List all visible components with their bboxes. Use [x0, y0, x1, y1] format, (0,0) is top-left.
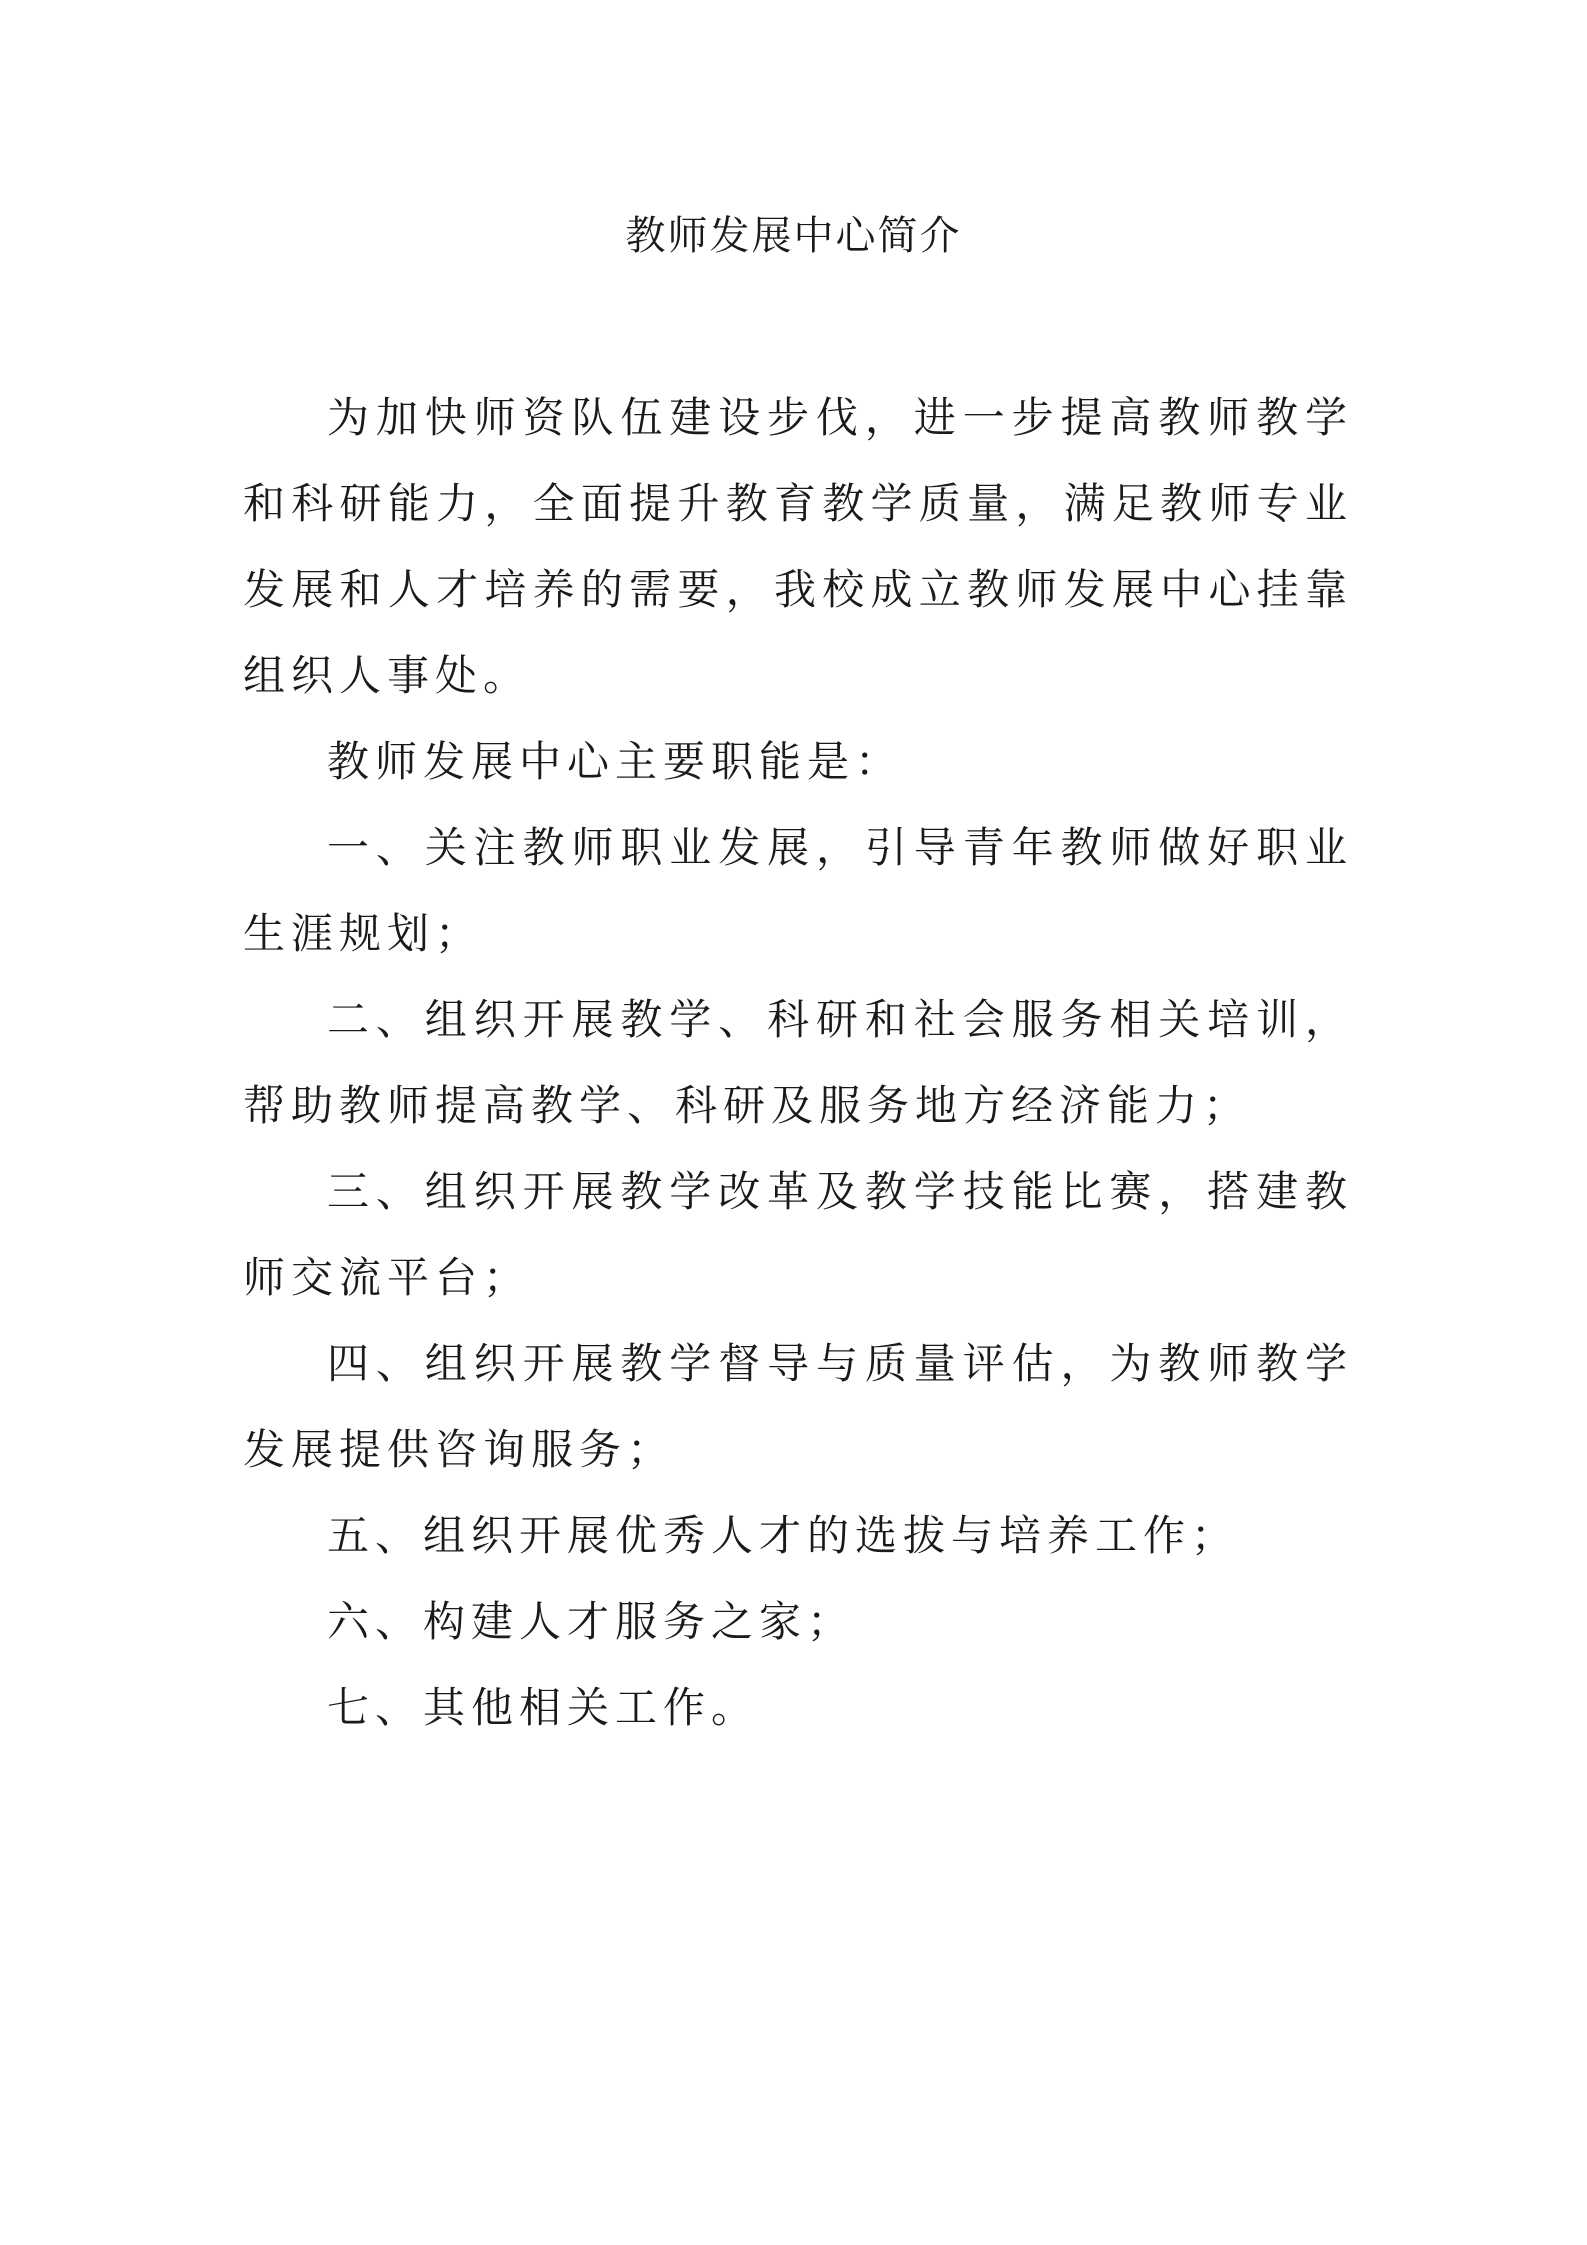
document-body [243, 375, 1353, 1751]
function-item-2: 二、组织开展教学、科研和社会服务相关培训，帮助教师提高教学、科研及服务地方经济能力； [243, 995, 1353, 1130]
function-item-4: 四、组织开展教学督导与质量评估，为教师教学发展提供咨询服务； [243, 1339, 1353, 1474]
intro-paragraph: 为加快师资队伍建设步伐，进一步提高教师教学和科研能力，全面提升教育教学质量，满足教师专业发展和人才培养的需要，我校成立教师发展中心挂靠组织人事处。 [243, 393, 1353, 700]
function-item-5: 五、组织开展优秀人才的选拔与培养工作； [327, 1511, 1240, 1560]
function-item-7: 七、其他相关工作。 [327, 1683, 760, 1732]
function-item-1: 一、关注教师职业发展，引导青年教师做好职业生涯规划； [243, 823, 1353, 958]
function-item-3: 三、组织开展教学改革及教学技能比赛，搭建教师交流平台； [243, 1167, 1353, 1302]
functions-heading: 教师发展中心主要职能是： [327, 737, 904, 786]
function-item-6: 六、构建人才服务之家； [327, 1597, 856, 1646]
document-title: 教师发展中心简介 [625, 213, 962, 259]
